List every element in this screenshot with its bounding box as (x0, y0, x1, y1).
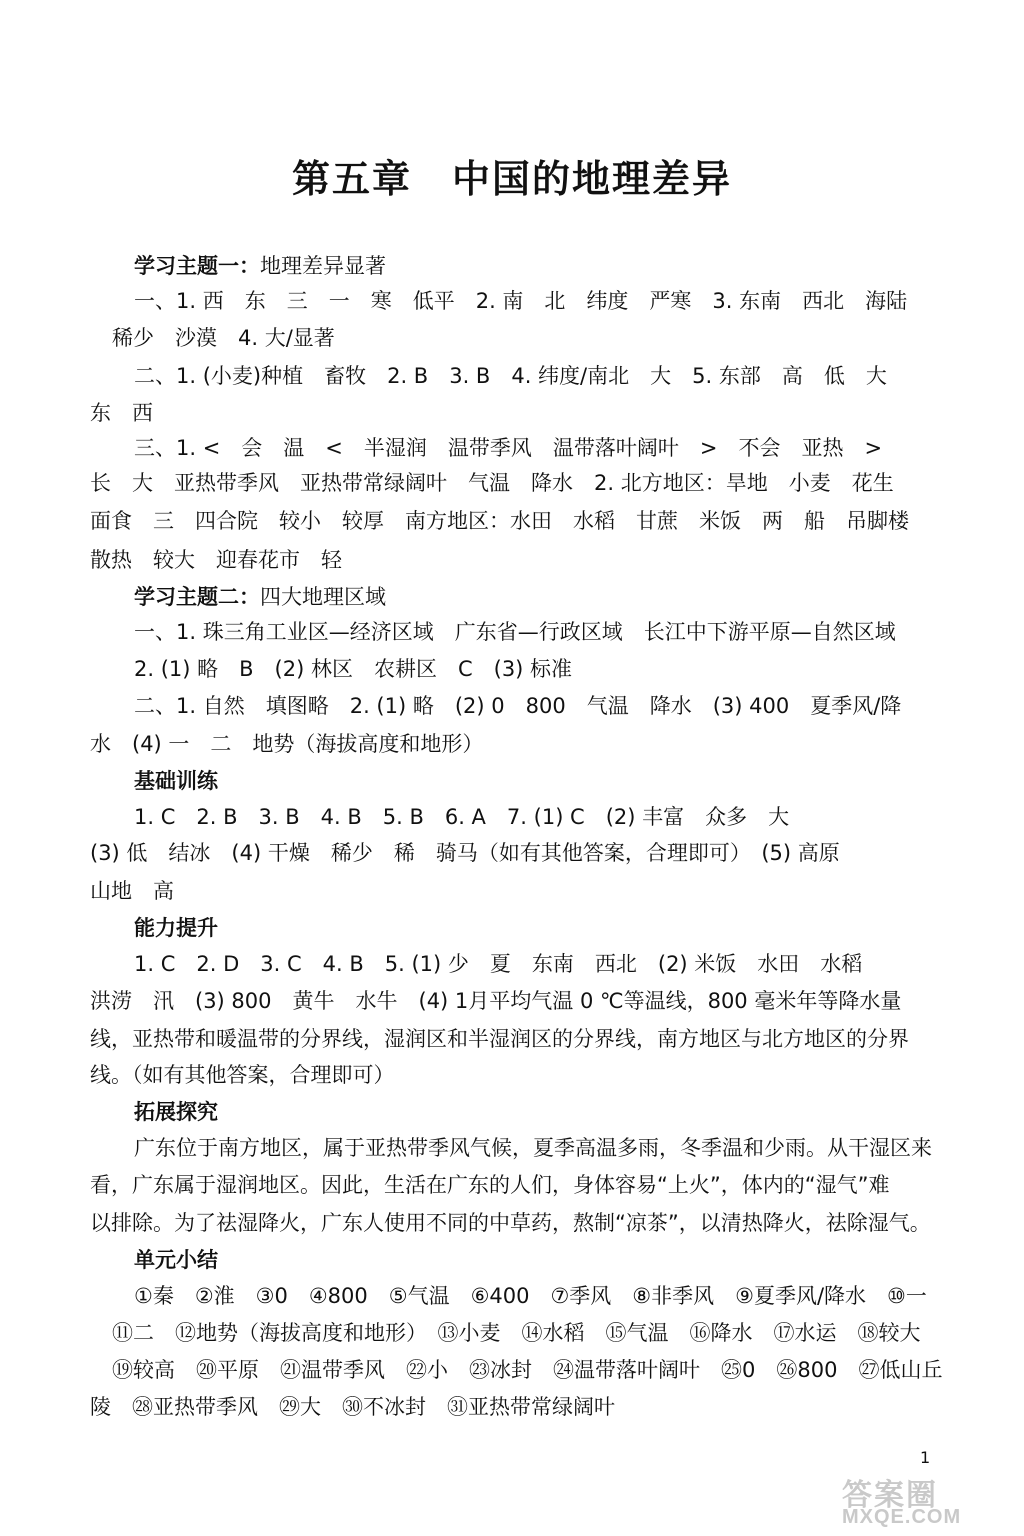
text-line: 长 大 亚热带季风 亚热带常绿阔叶 气温 降水 2. 北方地区：旱地 小麦 花生 (90, 471, 894, 495)
text-line: 线，亚热带和暖温带的分界线，湿润区和半湿润区的分界线，南方地区与北方地区的分界 (90, 1027, 909, 1051)
watermark-url: MXQE.COM (842, 1506, 962, 1528)
text-line: ①秦 ②淮 ③0 ④800 ⑤气温 ⑥400 ⑦季风 ⑧非季风 ⑨夏季风/降水 ⑩一 (134, 1284, 927, 1308)
text-line: 一、1. 珠三角工业区—经济区域 广东省—行政区域 长江中下游平原—自然区域 (134, 620, 896, 644)
text-line: 以排除。为了祛湿降火，广东人使用不同的中草药，熬制“凉茶”，以清热降火，祛除湿气。 (90, 1211, 931, 1235)
text-line: 一、1. 西 东 三 一 寒 低平 2. 南 北 纬度 严寒 3. 东南 西北 海陆 (134, 289, 908, 313)
text-line: 广东位于南方地区，属于亚热带季风气候，夏季高温多雨，冬季温和少雨。从干湿区来 (134, 1136, 932, 1160)
text-line: 线。（如有其他答案，合理即可） (90, 1063, 395, 1087)
text-line: ⑪二 ⑫地势（海拔高度和地形） ⑬小麦 ⑭水稻 ⑮气温 ⑯降水 ⑰水运 ⑱较大 (112, 1321, 921, 1345)
text-line: 二、1. 自然 填图略 2. (1) 略 (2) 0 800 气温 降水 (3) 400 夏季风/降 (134, 694, 902, 718)
text-line: 面食 三 四合院 较小 较厚 南方地区：水田 水稻 甘蔗 米饭 两 船 吊脚楼 (90, 509, 909, 533)
text-line: 散热 较大 迎春花市 轻 (90, 548, 342, 572)
text-line: 1. C 2. B 3. B 4. B 5. B 6. A 7. (1) C (2) 丰富 众多 大 (134, 805, 790, 829)
text-line: 二、1. (小麦)种植 畜牧 2. B 3. B 4. 纬度/南北 大 5. 东部 高 低 大 (134, 364, 887, 388)
section-heading-1: 学习主题一：地理差异显著 (134, 254, 386, 278)
text-line: 稀少 沙漠 4. 大/显著 (112, 326, 335, 350)
page-number: 1 (920, 1448, 931, 1467)
chapter-title: 第五章 中国的地理差异 (291, 157, 732, 201)
section-heading-extension: 拓展探究 (134, 1100, 218, 1124)
text-line: 1. C 2. D 3. C 4. B 5. (1) 少 夏 东南 西北 (2) 米饭 水田 水稻 (134, 952, 863, 976)
section-heading-summary: 单元小结 (134, 1248, 218, 1272)
watermark-text: 答案圈 (842, 1478, 938, 1513)
text-line: 陵 ㉘亚热带季风 ㉙大 ㉚不冰封 ㉛亚热带常绿阔叶 (90, 1395, 615, 1419)
section-heading-ability: 能力提升 (134, 916, 218, 940)
section-heading-2: 学习主题二：四大地理区域 (134, 585, 386, 609)
text-line: 山地 高 (90, 879, 174, 903)
section-heading-basic-training: 基础训练 (134, 769, 218, 793)
text-line: (3) 低 结冰 (4) 干燥 稀少 稀 骑马（如有其他答案，合理即可） (5) 高原 (90, 841, 840, 865)
text-line: 看，广东属于湿润地区。因此，生活在广东的人们，身体容易“上火”，体内的“湿气”难 (90, 1173, 890, 1197)
text-line: 水 (4) 一 二 地势（海拔高度和地形） (90, 732, 484, 756)
text-line: 2. (1) 略 B (2) 林区 农耕区 C (3) 标准 (134, 657, 573, 681)
text-line: 三、1. < 会 温 < 半湿润 温带季风 温带落叶阔叶 > 不会 亚热 > (134, 436, 883, 460)
watermark-logo (838, 1470, 1016, 1528)
text-line: 东 西 (90, 401, 153, 425)
text-line: ⑲较高 ⑳平原 ㉑温带季风 ㉒小 ㉓冰封 ㉔温带落叶阔叶 ㉕0 ㉖800 ㉗低山丘 (112, 1358, 943, 1382)
text-line: 洪涝 汛 (3) 800 黄牛 水牛 (4) 1月平均气温 0 ℃等温线，800 毫米年等降水量 (90, 989, 902, 1013)
